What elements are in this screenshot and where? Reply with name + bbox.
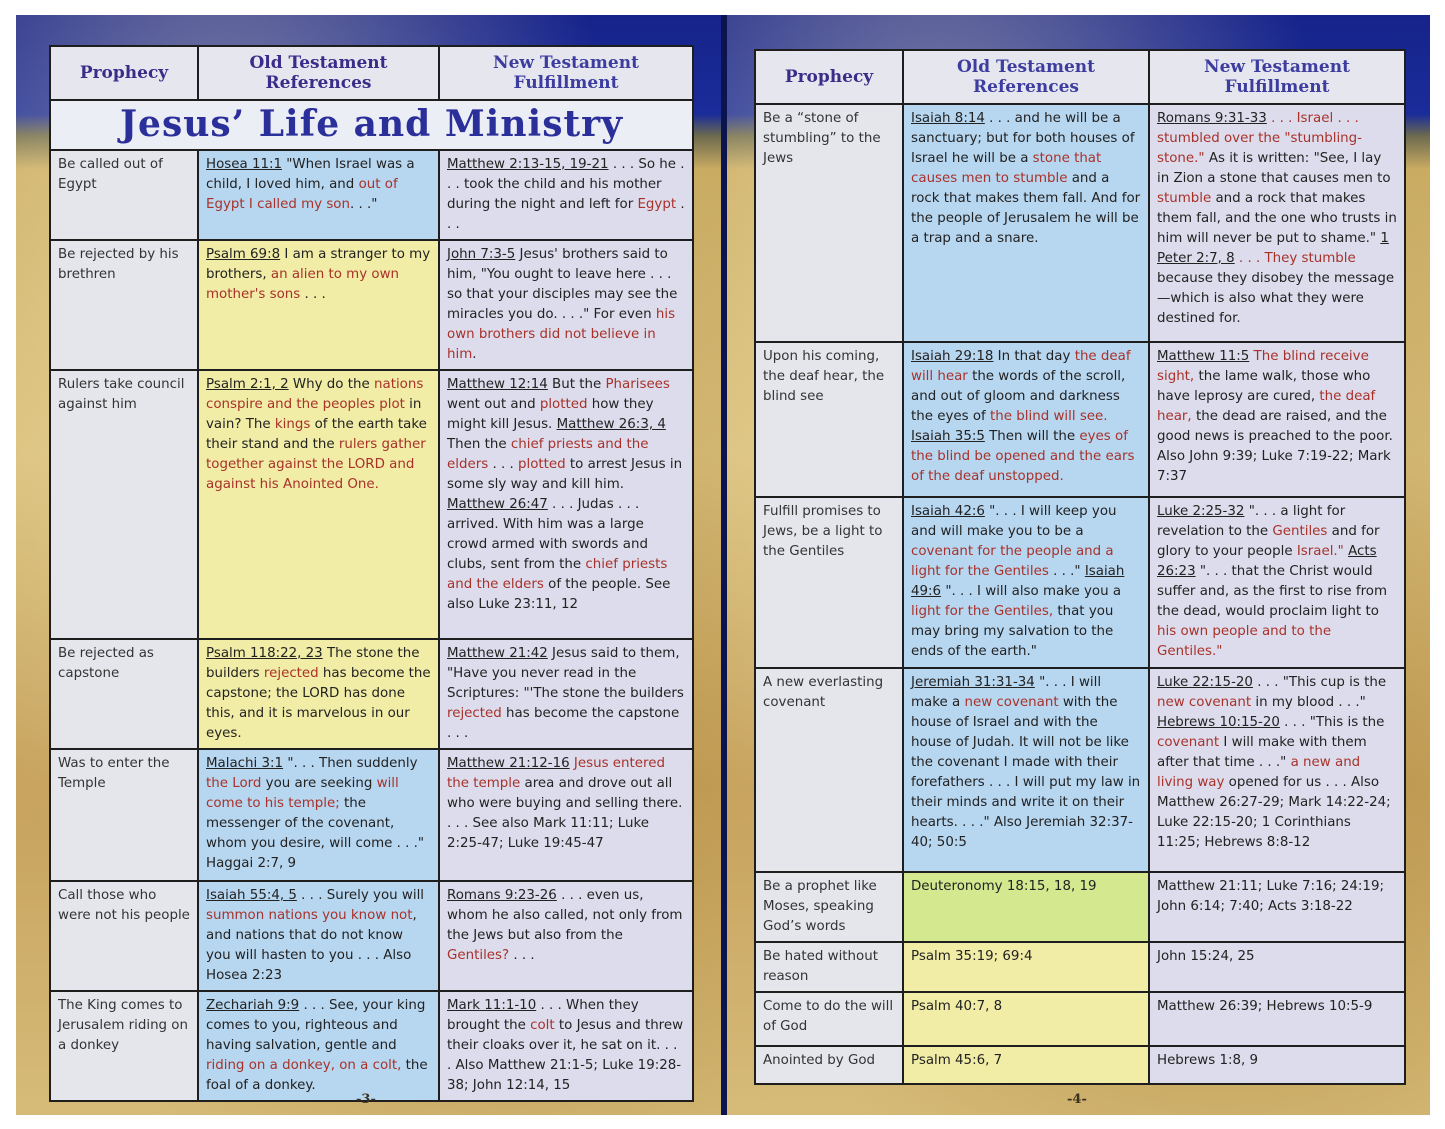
- new-testament-cell: [439, 150, 693, 240]
- cell-text: Psalm 35:19; 69:4: [911, 949, 1033, 964]
- highlighted-phrase: Israel.": [1296, 544, 1344, 559]
- table-body-right: [755, 104, 1405, 1084]
- highlighted-phrase: Gentiles: [1272, 524, 1328, 539]
- cell-text: Matthew 26:39; Hebrews 10:5-9: [1157, 999, 1373, 1014]
- highlighted-phrase: Gentiles?: [447, 948, 510, 963]
- cell-text: has become the capstone . . .: [447, 706, 680, 741]
- prophecy-cell: Be called out of Egypt: [50, 150, 198, 240]
- scripture-reference: Isaiah 55:4, 5: [206, 888, 297, 903]
- cell-text: the lame walk, those who have leprosy are cured,: [1157, 369, 1371, 404]
- cell-text: area and drove out all who were buying and selling there. . . . See also Mark 11:11; Luke 2:25-47; Luke 19:45-47: [447, 776, 683, 851]
- scripture-reference: Acts 26:23: [1157, 544, 1377, 579]
- new-testament-cell: [439, 639, 693, 749]
- highlighted-phrase: nations conspire and the peoples plot: [206, 377, 424, 412]
- cell-text: . . .": [349, 197, 378, 212]
- old-testament-cell: [198, 881, 439, 991]
- highlighted-phrase: rulers gather together against the LORD and against his Anointed One.: [206, 437, 426, 492]
- cell-text: I am a stranger to my brothers,: [206, 247, 431, 282]
- highlighted-phrase: out of Egypt I called my son: [206, 177, 398, 212]
- cell-text: the words of the scroll, and out of gloom and darkness the eyes of: [911, 369, 1126, 424]
- table-row: [50, 150, 693, 240]
- cell-text: . . . even us, whom he also called, not only from the Jews but also from the: [447, 888, 683, 943]
- new-testament-cell: [1149, 104, 1405, 342]
- scripture-reference: Psalm 118:22, 23: [206, 646, 323, 661]
- highlighted-phrase: the deaf will hear: [911, 349, 1131, 384]
- cell-text: . . . "This cup is the: [1252, 675, 1387, 690]
- highlighted-phrase: the blind will see.: [990, 409, 1108, 424]
- highlighted-phrase: plotted: [517, 457, 566, 472]
- section-title: Jesus’ Life and Ministry: [120, 103, 623, 145]
- table-row: [50, 749, 693, 881]
- scripture-reference: Hebrews 10:15-20: [1157, 715, 1280, 730]
- cell-text: how they might kill Jesus.: [447, 397, 654, 432]
- highlighted-phrase: The blind receive sight,: [1157, 349, 1369, 384]
- old-testament-cell: [903, 104, 1149, 342]
- prophecy-cell: A new everlasting covenant: [755, 668, 903, 872]
- prophecy-cell: Be a prophet like Moses, speaking God’s words: [755, 872, 903, 942]
- cell-text: and for glory to your people: [1157, 524, 1380, 559]
- highlighted-phrase: riding on a donkey, on a colt,: [206, 1058, 402, 1073]
- new-testament-cell: [1149, 497, 1405, 668]
- highlighted-phrase: stumble: [1157, 191, 1212, 206]
- scripture-reference: Jeremiah 31:31-34: [911, 675, 1035, 690]
- page-number-left: -3-: [356, 1092, 376, 1107]
- table-row: [755, 668, 1405, 872]
- cell-text: But the: [547, 377, 606, 392]
- cell-text: .: [472, 347, 477, 362]
- scripture-reference: Matthew 11:5: [1157, 349, 1250, 364]
- highlighted-phrase: a new and living way: [1157, 755, 1361, 790]
- prophecy-cell: Be hated without reason: [755, 942, 903, 992]
- old-testament-cell: [198, 240, 439, 370]
- prophecy-cell: Upon his coming, the deaf hear, the blind see: [755, 342, 903, 497]
- scripture-reference: John 7:3-5: [447, 247, 516, 262]
- table-row: [50, 639, 693, 749]
- prophecy-cell: Be rejected by his brethren: [50, 240, 198, 370]
- highlighted-phrase: the deaf hear,: [1157, 389, 1376, 424]
- scripture-reference: Isaiah 8:14: [911, 111, 985, 126]
- table-row: [755, 992, 1405, 1046]
- highlighted-phrase: Jesus entered the temple: [447, 756, 665, 791]
- cell-text: ". . . that the Christ would suffer and, as the first to rise from the dead, would proclaim light to: [1157, 564, 1388, 619]
- cell-text: . . .: [488, 457, 518, 472]
- old-testament-cell: [903, 1046, 1149, 1084]
- new-testament-cell: [439, 240, 693, 370]
- new-testament-cell: [1149, 942, 1405, 992]
- highlighted-phrase: plotted: [539, 397, 588, 412]
- cell-text: . . .: [447, 197, 685, 232]
- cell-text: ". . . I will keep you and will make you to be a: [911, 504, 1117, 539]
- cell-text: with the house of Israel and with the house of Judah. It will not be like the covenant I made with their forefathers . . . I will put my law in their minds and write it on their hearts. . . ." Also Jeremiah 32:37-40; 50:5: [911, 695, 1141, 850]
- prophecy-cell: Fulfill promises to Jews, be a light to the Gentiles: [755, 497, 903, 668]
- highlighted-phrase: Egypt: [637, 197, 677, 212]
- cell-text: of the people. See also Luke 23:11, 12: [447, 577, 671, 612]
- scripture-reference: Matthew 21:12-16: [447, 756, 570, 771]
- new-testament-cell: [439, 881, 693, 991]
- highlighted-phrase: kings: [274, 417, 311, 432]
- highlighted-phrase: light for the Gentiles,: [911, 604, 1054, 619]
- prophecy-cell: The King comes to Jerusalem riding on a donkey: [50, 991, 198, 1101]
- header-old-testament: Old Testament References: [903, 50, 1149, 104]
- old-testament-cell: [903, 497, 1149, 668]
- scripture-reference: Mark 11:1-10: [447, 998, 537, 1013]
- prophecy-cell: Call those who were not his people: [50, 881, 198, 991]
- highlighted-phrase: an alien to my own mother's sons: [206, 267, 400, 302]
- prophecy-cell: Be a “stone of stumbling” to the Jews: [755, 104, 903, 342]
- cell-text: . . . and he will be a sanctuary; but for both houses of Israel he will be a: [911, 111, 1135, 166]
- header-prophecy: Prophecy: [50, 46, 198, 100]
- new-testament-cell: [439, 749, 693, 881]
- scripture-reference: Isaiah 42:6: [911, 504, 985, 519]
- old-testament-cell: [903, 872, 1149, 942]
- prophecy-table-right: [754, 49, 1406, 1085]
- header-old-testament: Old Testament References: [198, 46, 439, 100]
- new-testament-cell: [1149, 668, 1405, 872]
- prophecy-cell: Be rejected as capstone: [50, 639, 198, 749]
- prophecy-cell: Was to enter the Temple: [50, 749, 198, 881]
- cell-text: to arrest Jesus in some sly way and kill him.: [447, 457, 683, 492]
- new-testament-cell: [1149, 1046, 1405, 1084]
- header-new-testament: New Testament Fulfillment: [439, 46, 693, 100]
- highlighted-phrase: new covenant: [964, 695, 1059, 710]
- scripture-reference: Matthew 26:47: [447, 497, 548, 512]
- section-title-cell: [50, 100, 693, 150]
- cell-text: in my blood . . .": [1251, 695, 1366, 710]
- new-testament-cell: [439, 370, 693, 639]
- new-testament-cell: [1149, 342, 1405, 497]
- cell-text: "When Israel was a child, I loved him, and: [206, 157, 415, 192]
- cell-text: you are seeking: [261, 776, 377, 791]
- cell-text: . . .: [509, 948, 535, 963]
- table-row: [755, 872, 1405, 942]
- old-testament-cell: [903, 992, 1149, 1046]
- highlighted-phrase: covenant: [1157, 735, 1220, 750]
- prophecy-cell: Anointed by God: [755, 1046, 903, 1084]
- header-new-testament: New Testament Fulfillment: [1149, 50, 1405, 104]
- table-row: [50, 370, 693, 639]
- cell-text: in vain? The: [206, 397, 422, 432]
- highlighted-phrase: his own people and to the Gentiles.": [1157, 624, 1332, 659]
- table-row: [50, 991, 693, 1101]
- scripture-reference: Luke 2:25-32: [1157, 504, 1245, 519]
- cell-text: . . . See, your king comes to you, righteous and having salvation, gentle and: [206, 998, 426, 1053]
- scripture-reference: Zechariah 9:9: [206, 998, 300, 1013]
- table-row: [755, 1046, 1405, 1084]
- cell-text: went out and: [447, 397, 540, 412]
- scripture-reference: Luke 22:15-20: [1157, 675, 1253, 690]
- highlighted-phrase: the Lord: [206, 776, 262, 791]
- scripture-reference: Psalm 69:8: [206, 247, 281, 262]
- highlighted-phrase: chief priests and the elders: [447, 557, 668, 592]
- table-row: [50, 881, 693, 991]
- old-testament-cell: [198, 639, 439, 749]
- cell-text: has become the capstone; the LORD has done this, and it is marvelous in our eyes.: [206, 666, 431, 741]
- cell-text: . . . Surely you will: [296, 888, 425, 903]
- highlighted-phrase: . . . Israel . . . stumbled over the "stumbling-stone.": [1157, 111, 1362, 166]
- cell-text: The stone the builders: [206, 646, 420, 681]
- cell-text: . . . So he . . . took the child and his mother during the night and left for: [447, 157, 685, 212]
- old-testament-cell: [903, 942, 1149, 992]
- old-testament-cell: [198, 749, 439, 881]
- table-row: [755, 342, 1405, 497]
- cell-text: Why do the: [288, 377, 374, 392]
- cell-text: John 15:24, 25: [1157, 949, 1255, 964]
- cell-text: Then the: [447, 437, 511, 452]
- cell-text: I will make with them after that time . . .": [1157, 735, 1367, 770]
- cell-text: of the earth take their stand and the: [206, 417, 427, 452]
- table-row: [755, 104, 1405, 342]
- cell-text: ". . . a light for revelation to the: [1157, 504, 1346, 539]
- cell-text: Jesus' brothers said to him, "You ought to leave here . . . so that your disciples may see the miracles you do. . . ." For even: [447, 247, 678, 322]
- cell-text: Psalm 40:7, 8: [911, 999, 1003, 1014]
- cell-text: Hebrews 1:8, 9: [1157, 1053, 1259, 1068]
- old-testament-cell: [903, 668, 1149, 872]
- highlighted-phrase: . . . They stumble: [1234, 251, 1356, 266]
- cell-text: Jesus said to them, "Have you never read in the Scriptures: "'The stone the builders: [447, 646, 684, 701]
- highlighted-phrase: new covenant: [1157, 695, 1252, 710]
- scripture-reference: Malachi 3:1: [206, 756, 284, 771]
- cell-text: the dead are raised, and the good news is preached to the poor. Also John 9:39; Luke 7:19-22; Mark 7:37: [1157, 409, 1393, 484]
- highlighted-phrase: will come to his temple;: [206, 776, 399, 811]
- prophecy-table-left: [49, 45, 694, 1102]
- cell-text: Matthew 21:11; Luke 7:16; 24:19; John 6:14; 7:40; Acts 3:18-22: [1157, 879, 1384, 914]
- new-testament-cell: [1149, 992, 1405, 1046]
- cell-text: Then will the: [984, 429, 1080, 444]
- cell-text: the foal of a donkey.: [206, 1058, 428, 1093]
- table-body-left: [50, 100, 693, 1101]
- highlighted-phrase: Pharisees: [605, 377, 670, 392]
- highlighted-phrase: covenant for the people and a light for the Gentiles: [911, 544, 1114, 579]
- cell-text: opened for us . . . Also Matthew 26:27-29; Mark 14:22-24; Luke 22:15-20; 1 Corinthians 11:25; Hebrews 8:8-12: [1157, 775, 1391, 850]
- cell-text: . . . Judas . . . arrived. With him was a large crowd armed with swords and clubs, sent from the: [447, 497, 648, 572]
- scripture-reference: Romans 9:31-33: [1157, 111, 1267, 126]
- new-testament-cell: [439, 991, 693, 1101]
- cell-text: ". . . I will make a: [911, 675, 1102, 710]
- scripture-reference: Matthew 12:14: [447, 377, 548, 392]
- scripture-reference: Romans 9:23-26: [447, 888, 557, 903]
- scripture-reference: Matthew 2:13-15, 19-21: [447, 157, 609, 172]
- cell-text: As it is written: "See, I lay in Zion a stone that causes men to: [1157, 151, 1391, 186]
- cell-text: that you may bring my salvation to the ends of the earth.": [911, 604, 1114, 659]
- cell-text: . . . "This is the: [1279, 715, 1385, 730]
- highlighted-phrase: colt: [530, 1018, 555, 1033]
- cell-text: . . .: [300, 287, 326, 302]
- prophecy-cell: Come to do the will of God: [755, 992, 903, 1046]
- cell-text: Psalm 45:6, 7: [911, 1053, 1003, 1068]
- cell-text: and a rock that makes them fall. And for the people of Jerusalem he will be a trap and a snare.: [911, 171, 1141, 246]
- highlighted-phrase: his own brothers did not believe in him: [447, 307, 676, 362]
- new-testament-cell: [1149, 872, 1405, 942]
- cell-text: the messenger of the covenant, whom you desire, will come . . ." Haggai 2:7, 9: [206, 796, 425, 871]
- old-testament-cell: [198, 370, 439, 639]
- table-row: [755, 497, 1405, 668]
- highlighted-phrase: rejected: [263, 666, 319, 681]
- scripture-reference: Isaiah 29:18: [911, 349, 994, 364]
- highlighted-phrase: rejected: [447, 706, 502, 721]
- highlighted-phrase: summon nations you know not: [206, 908, 413, 923]
- page-number-right: -4-: [1067, 1092, 1087, 1107]
- prophecy-cell: Rulers take council against him: [50, 370, 198, 639]
- scripture-reference: Hosea 11:1: [206, 157, 283, 172]
- scripture-reference: Psalm 2:1, 2: [206, 377, 289, 392]
- left-page: [16, 15, 721, 1115]
- cell-text: In that day: [993, 349, 1075, 364]
- header-prophecy: Prophecy: [755, 50, 903, 104]
- cell-text: . . .": [1048, 564, 1085, 579]
- cell-text: ". . . I will also make you a: [941, 584, 1122, 599]
- scripture-reference: Matthew 21:42: [447, 646, 548, 661]
- old-testament-cell: [198, 150, 439, 240]
- right-page: [727, 15, 1430, 1115]
- highlighted-phrase: chief priests and the elders: [447, 437, 649, 472]
- cell-text: Deuteronomy 18:15, 18, 19: [911, 879, 1097, 894]
- scripture-reference: Matthew 26:3, 4: [556, 417, 666, 432]
- cell-text: to Jesus and threw their cloaks over it, he sat on it. . . . Also Matthew 21:1-5; Luke 19:28-38; John 12:14, 15: [447, 1018, 684, 1093]
- old-testament-cell: [903, 342, 1149, 497]
- highlighted-phrase: stone that causes men to stumble: [911, 151, 1102, 186]
- cell-text: because they disobey the message—which is also what they were destined for.: [1157, 271, 1395, 326]
- table-row: [755, 942, 1405, 992]
- highlighted-phrase: eyes of the blind be opened and the ears of the deaf unstopped.: [911, 429, 1135, 484]
- cell-text: ". . . Then suddenly: [283, 756, 418, 771]
- old-testament-cell: [198, 991, 439, 1101]
- scripture-reference: Isaiah 49:6: [911, 564, 1125, 599]
- scripture-reference: Isaiah 35:5: [911, 429, 985, 444]
- cell-text: and a rock that makes them fall, and the one who trusts in him will never be put to shame.": [1157, 191, 1397, 246]
- cell-text: , and nations that do not know you will hasten to you . . . Also Hosea 2:23: [206, 908, 417, 983]
- table-row: [50, 240, 693, 370]
- cell-text: . . . When they brought the: [447, 998, 639, 1033]
- scripture-reference: 1 Peter 2:7, 8: [1157, 231, 1389, 266]
